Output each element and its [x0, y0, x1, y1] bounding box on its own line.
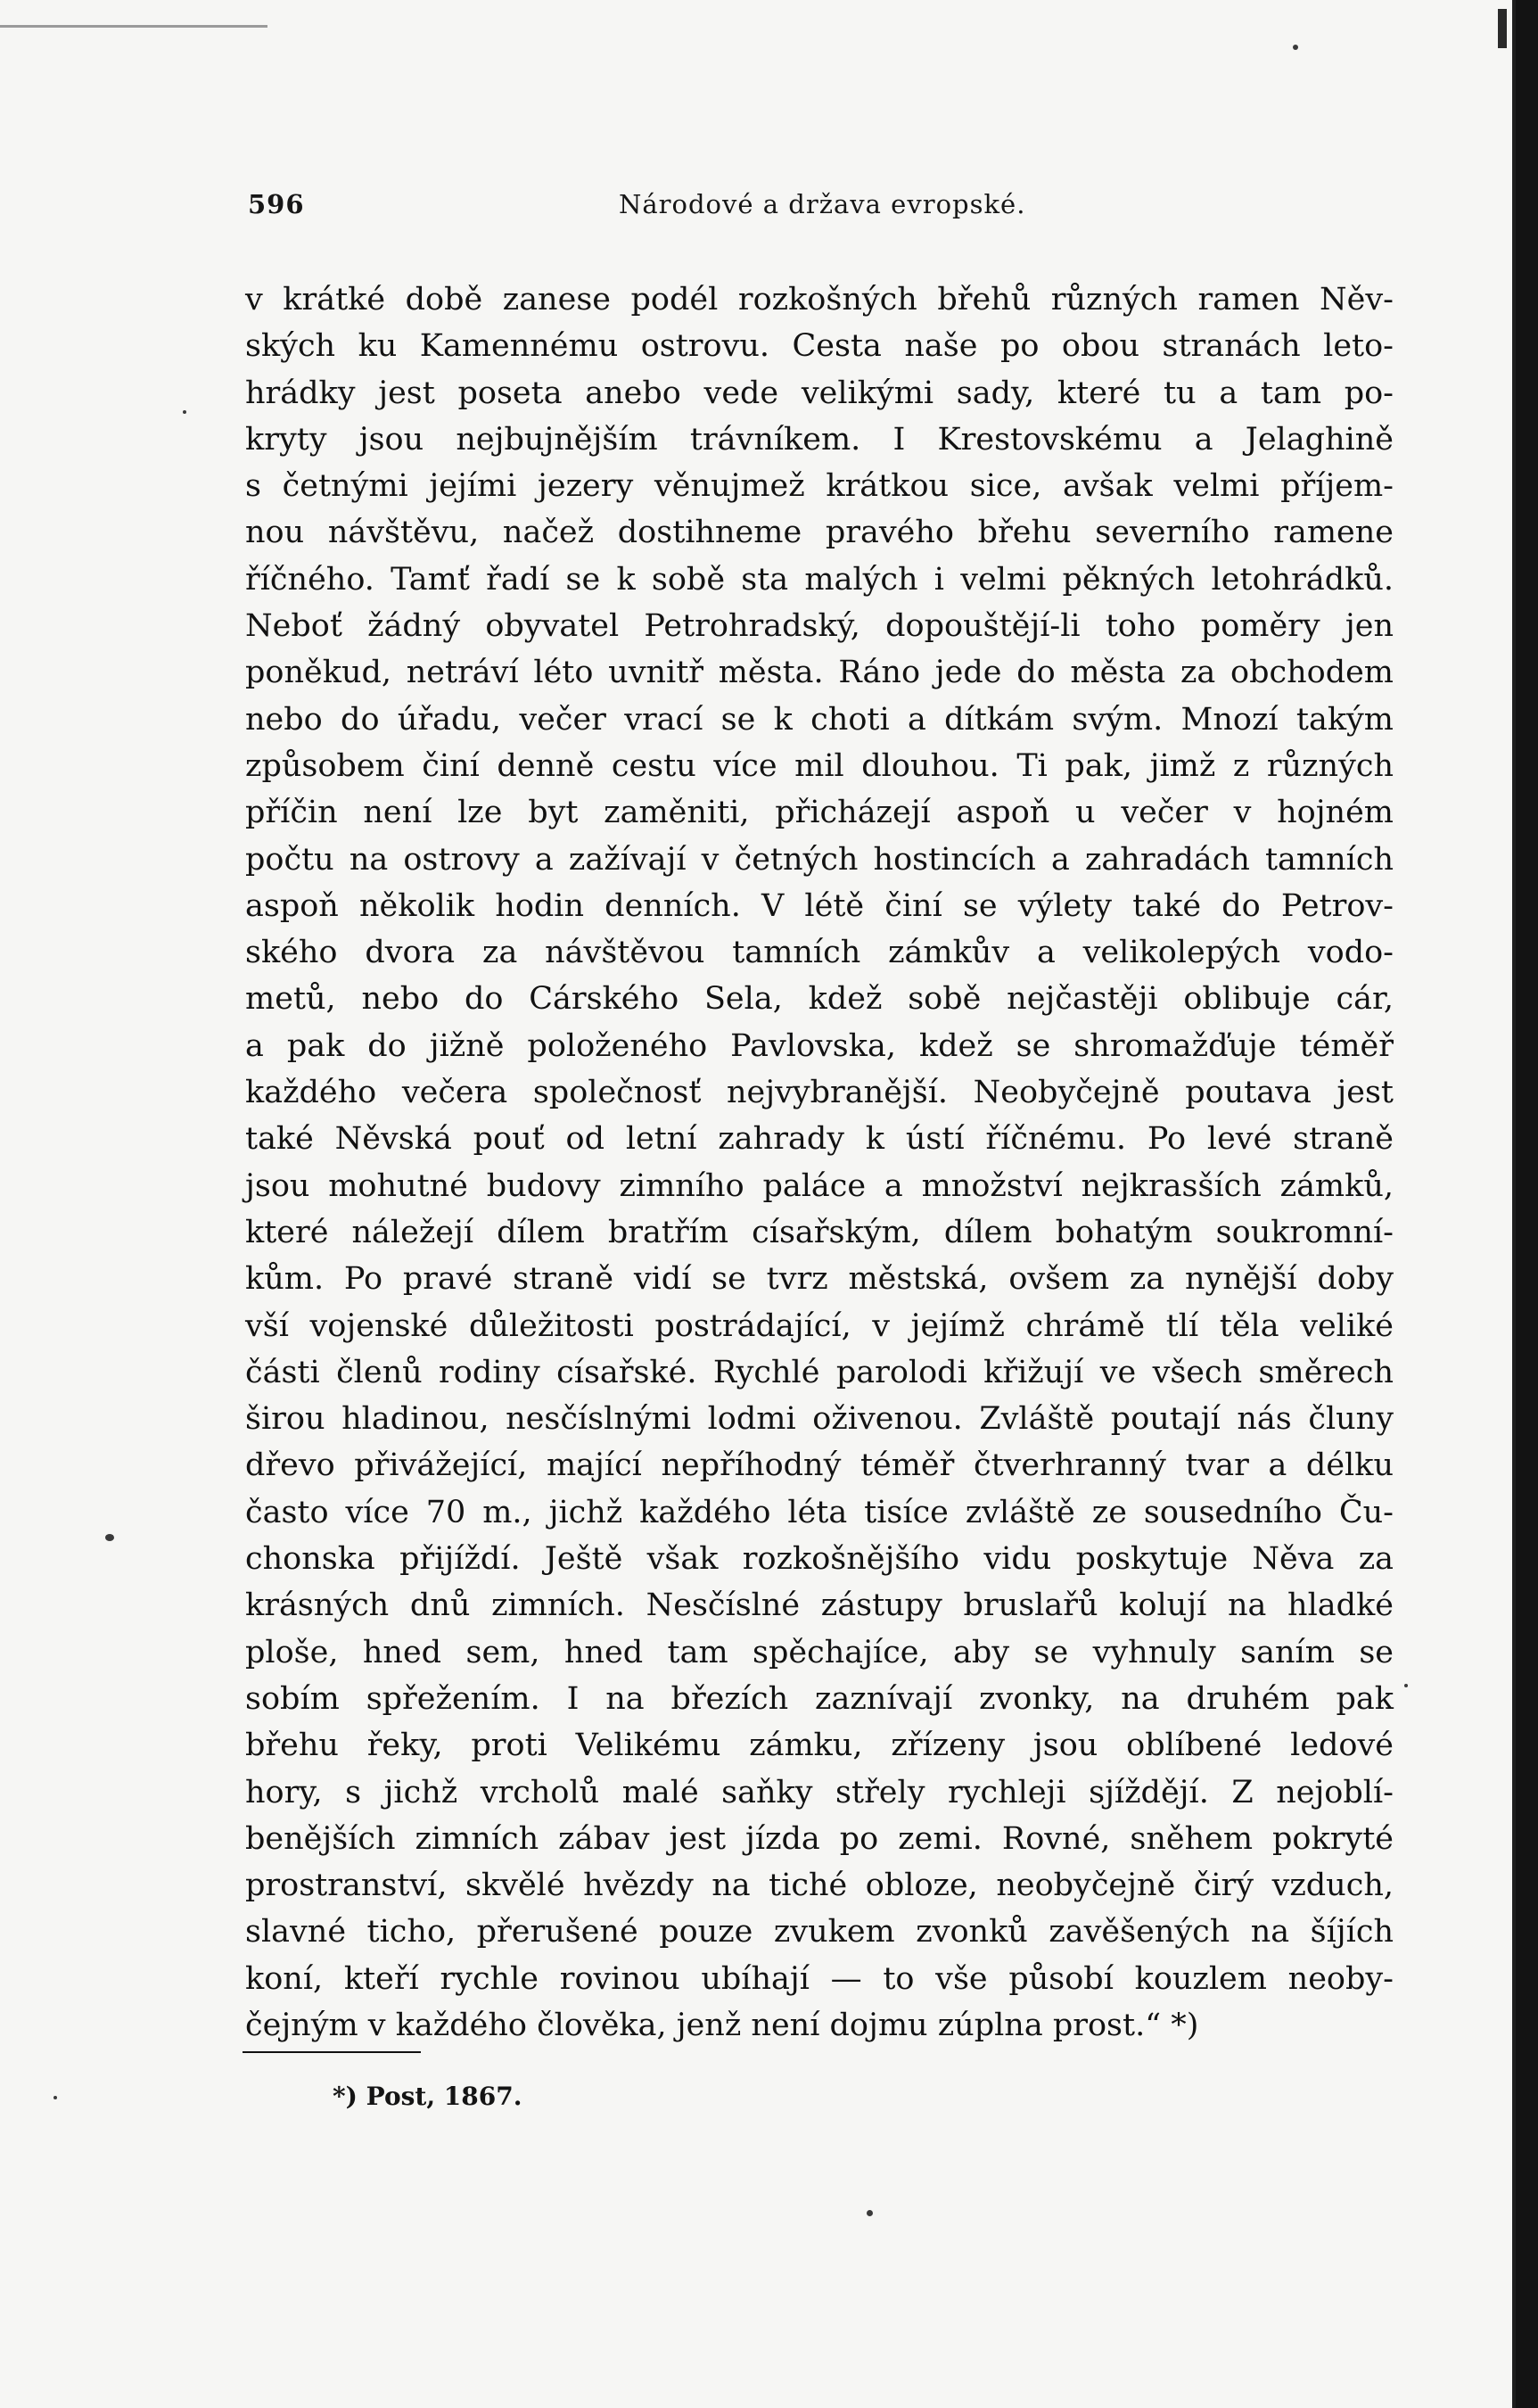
text-line: a pak do jižně položeného Pavlovska, kdež se shromažďuje téměř	[245, 1027, 1394, 1064]
text-line: metů, nebo do Cárského Sela, kdež sobě nejčastěji oblibuje cár,	[245, 981, 1394, 1018]
text-line: které náležejí dílem bratřím císařským, dílem bohatým soukromní-	[245, 1214, 1394, 1250]
text-line: v krátké době zanese podél rozkošných břehů různých ramen Něv-	[245, 282, 1394, 317]
text-line: ských ku Kamennému ostrovu. Cesta naše po obou stranách leto-	[245, 328, 1394, 365]
text-line: poněkud, netráví léto uvnitř města. Ráno jede do města za obchodem	[245, 655, 1394, 691]
scan-speck	[1293, 45, 1298, 50]
text-line: každého večera společnosť nejvybranější. Neobyčejně poutava jest	[245, 1075, 1394, 1111]
text-line: jsou mohutné budovy zimního paláce a množství nejkrasších zámků,	[245, 1167, 1394, 1204]
text-line: kryty jsou nejbujnějším trávníkem. I Krestovskému a Jelaghině	[245, 421, 1394, 458]
text-line: příčin není lze byt zaměniti, přicházejí aspoň u večer v hojném	[245, 795, 1394, 831]
text-line: prostranství, skvělé hvězdy na tiché obloze, neobyčejně čirý vzduch,	[245, 1868, 1394, 1904]
text-line: nou návštěvu, načež dostihneme pravého břehu severního ramene	[245, 515, 1394, 551]
body-text	[245, 276, 1394, 2049]
text-line: Neboť žádný obyvatel Petrohradský, dopouštějí-li toho poměry jen	[245, 608, 1394, 645]
text-line: slavné ticho, přerušené pouze zvukem zvonků zavěšených na šíjích	[245, 1914, 1394, 1950]
text-line: hory, s jichž vrcholů malé saňky střely rychleji sjíždějí. Z nejoblí-	[245, 1774, 1394, 1810]
scan-speck	[867, 2210, 873, 2216]
scan-speck	[1404, 1684, 1408, 1687]
text-line: také Něvská pouť od letní zahrady k ústí říčnému. Po levé straně	[245, 1121, 1394, 1158]
scan-speck	[105, 1534, 114, 1541]
text-line: kům. Po pravé straně vidí se tvrz městská, ovšem za nynější doby	[245, 1261, 1394, 1298]
text-line: s četnými jejími jezery věnujmež krátkou sice, avšak velmi příjem-	[245, 468, 1394, 505]
text-line: aspoň několik hodin denních. V létě činí se výlety také do Petrov-	[245, 887, 1394, 924]
text-line: dřevo přivážející, mající nepříhodný téměř čtverhranný tvar a délku	[245, 1447, 1394, 1484]
scan-speck	[53, 2096, 57, 2099]
text-line: způsobem činí denně cestu více mil dlouhou. Ti pak, jimž z různých	[245, 747, 1394, 784]
scan-edge-smudge	[1498, 9, 1507, 48]
text-line: benějších zimních zábav jest jízda po zemi. Rovné, sněhem pokryté	[245, 1820, 1394, 1857]
text-line: často více 70 m., jichž každého léta tisíce zvláště ze sousedního Ču-	[245, 1494, 1394, 1530]
footnote: *) Post, 1867.	[333, 2082, 522, 2111]
scan-edge-rule	[0, 25, 267, 28]
text-line: hrádky jest poseta anebo vede velikými sady, které tu a tam po-	[245, 375, 1394, 411]
text-line: části členů rodiny císařské. Rychlé parolodi křižují ve všech směrech	[245, 1354, 1394, 1390]
text-line: nebo do úřadu, večer vrací se k choti a dítkám svým. Mnozí takým	[245, 701, 1394, 738]
running-header	[248, 189, 1380, 225]
running-title: Národové a država evropské.	[619, 189, 1026, 219]
text-line: krásných dnů zimních. Nesčíslné zástupy bruslařů kolují na hladké	[245, 1587, 1394, 1624]
text-line: širou hladinou, nesčíslnými lodmi oživenou. Zvláště poutají nás čluny	[245, 1401, 1394, 1438]
text-line: vší vojenské důležitosti postrádající, v jejímž chrámě tlí těla veliké	[245, 1307, 1394, 1344]
text-line: říčného. Tamť řadí se k sobě sta malých i velmi pěkných letohrádků.	[245, 561, 1394, 598]
footnote-rule	[243, 2051, 421, 2053]
text-line: chonska přijíždí. Ještě však rozkošnějšího vidu poskytuje Něva za	[245, 1541, 1394, 1578]
text-line: ploše, hned sem, hned tam spěchajíce, aby se vyhnuly saním se	[245, 1634, 1394, 1670]
text-line: ského dvora za návštěvou tamních zámkův a velikolepých vodo-	[245, 935, 1394, 971]
page-number: 596	[248, 189, 305, 219]
text-line: koní, kteří rychle rovinou ubíhají — to vše působí kouzlem neoby-	[245, 1960, 1394, 1997]
scan-speck	[183, 410, 186, 414]
text-line: sobím spřežením. I na březích zaznívají zvonky, na druhém pak	[245, 1680, 1394, 1717]
text-line: čejným v každého člověka, jenž není dojmu zúplna prost.“ *)	[245, 2007, 1199, 2043]
text-line: počtu na ostrovy a zažívají v četných hostincích a zahradách tamních	[245, 841, 1394, 878]
text-line: břehu řeky, proti Velikému zámku, zřízeny jsou oblíbené ledové	[245, 1728, 1394, 1764]
